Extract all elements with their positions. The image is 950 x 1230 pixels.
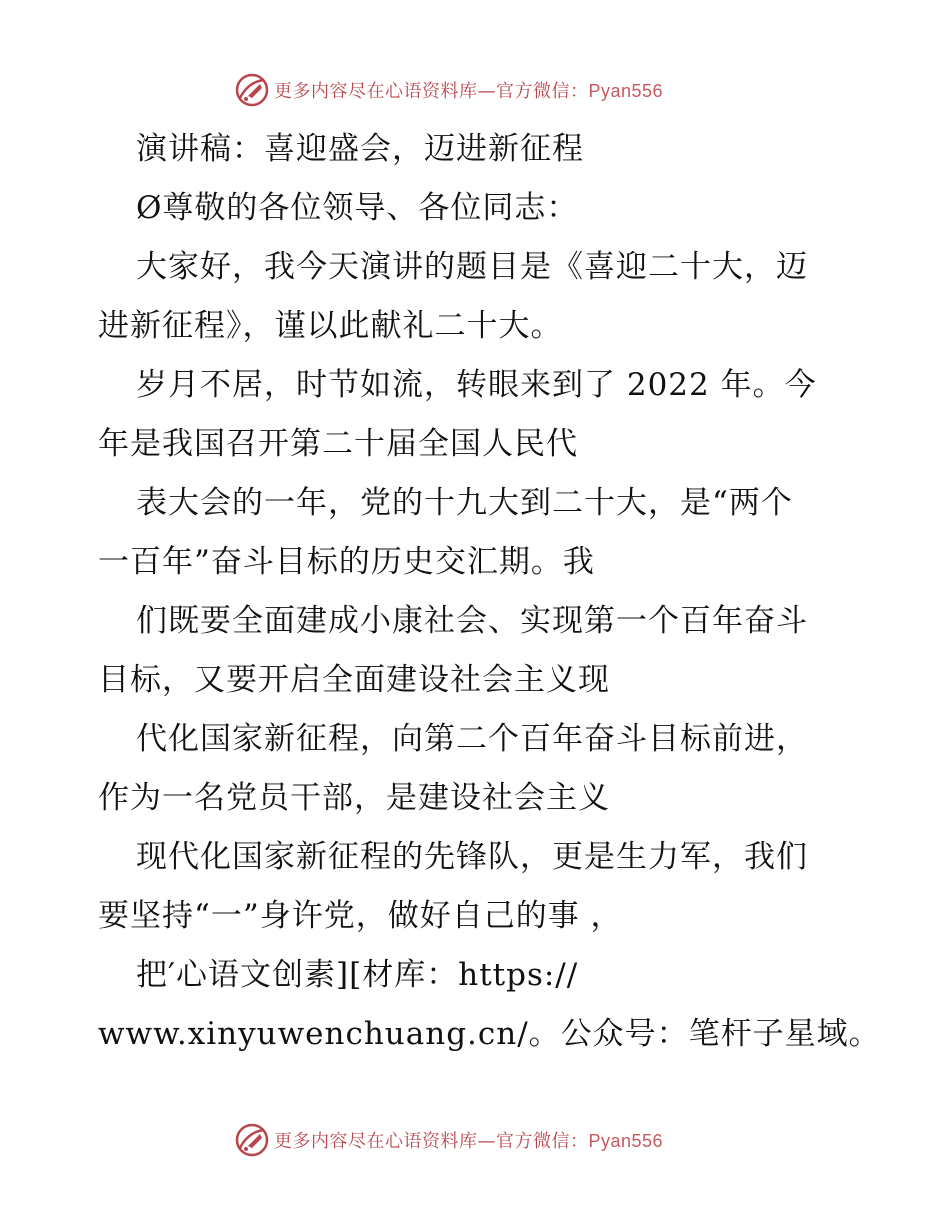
header-banner [234, 70, 714, 110]
banner-text [274, 77, 663, 103]
banner-wechat-label: 官方微信： [496, 1131, 589, 1152]
banner-wechat-id: Pyan556 [588, 81, 664, 101]
banner-wechat-id: Pyan556 [588, 1131, 664, 1151]
brand-logo-icon [234, 1122, 270, 1158]
doc-line: 大家好，我今天演讲的题目是《喜迎二十大，迈 [136, 249, 808, 285]
brand-logo-icon [234, 72, 270, 108]
doc-line: 一百年”奋斗目标的历史交汇期。我 [98, 544, 595, 580]
banner-text [274, 1127, 663, 1153]
doc-line: 代化国家新征程，向第二个百年奋斗目标前进， [136, 721, 808, 757]
doc-line: 们既要全面建成小康社会、实现第一个百年奋斗 [136, 603, 808, 639]
doc-line: 把′心语文创素][材库：https:// [136, 957, 579, 993]
doc-line: 表大会的一年，党的十九大到二十大，是“两个 [136, 485, 793, 521]
doc-line: 要坚持“一”身许党，做好自己的事 ， [98, 898, 623, 934]
banner-dash: — [477, 1131, 496, 1152]
document-body [98, 120, 881, 1064]
doc-line: 年是我国召开第二十届全国人民代 [98, 426, 578, 462]
banner-main-text: 更多内容尽在心语资料库 [274, 1131, 478, 1152]
doc-line: 岁月不居，时节如流，转眼来到了 2022 年。今 [136, 367, 817, 403]
banner-dash: — [477, 81, 496, 102]
footer-banner [234, 1120, 714, 1160]
doc-line: 进新征程》，谨以此献礼二十大。 [98, 308, 563, 344]
banner-wechat-label: 官方微信： [496, 81, 589, 102]
doc-line: www.xinyuwenchuang.cn/。公众号：笔杆子星域。 [98, 1016, 881, 1052]
doc-line: 现代化国家新征程的先锋队，更是生力军，我们 [136, 839, 808, 875]
doc-line: Ø尊敬的各位领导、各位同志： [136, 190, 579, 226]
banner-main-text: 更多内容尽在心语资料库 [274, 81, 478, 102]
doc-line: 目标，又要开启全面建设社会主义现 [98, 662, 610, 698]
doc-line: 作为一名党员干部，是建设社会主义 [98, 780, 610, 816]
doc-title: 演讲稿：喜迎盛会，迈进新征程 [136, 131, 584, 167]
